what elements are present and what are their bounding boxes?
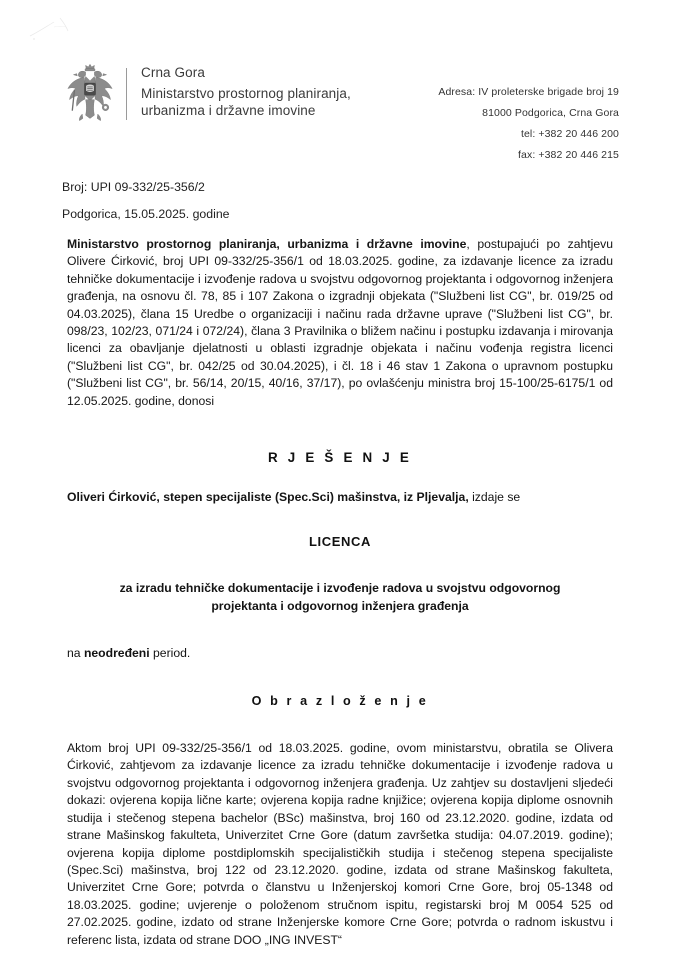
letterhead-text-block: [141, 62, 351, 119]
letterhead-address-block: [438, 82, 619, 166]
license-subject-line-2: projektanta i odgovornog inženjera građenja: [211, 599, 469, 614]
document-body: [67, 236, 613, 949]
address-street: Adresa: IV proleterske brigade broj 19: [438, 86, 619, 98]
recipient-name-bold: Oliveri Ćirković, stepen specijaliste (Spec.Sci) mašinstva, iz Pljevalja,: [67, 490, 469, 505]
license-subject-line-1: za izradu tehničke dokumentacije i izvođenje radova u svojstvu odgovornog: [119, 581, 561, 596]
explanation-paragraph: Aktom broj UPI 09-332/25-356/1 od 18.03.2025. godine, ovom ministarstvu, obratila se Olivera Ćirković, zahtjevom za izdavanje licence za izradu tehničke dokumentacije i izvođenje radova u svojstvu odgovornog projektanta i odgovornog inženjera građenja. Uz zahtjev su dostavljeni sljedeći dokazi: ovjerena kopija lične karte; ovjerena kopija radne knjižice; ovjerena kopija diplome osnovnih studija i stečenog stepena bachelor (BSc) mašinstva, broj 160 od 23.12.2020. godine, izdata od strane Mašinskog fakulteta, Univerzitet Crne Gore (datum završetka studija: 04.07.2019. godine); ovjerena kopija diplome postdiplomskih specijalističkih studija i stečenog stepena specijaliste (Spec.Sci) mašinstva, broj 122 od 23.12.2020. godine, izdata od strane Mašinskog fakulteta, Univerzitet Crne Gore; potvrda o članstvu u Inženjerskoj komori Crne Gore, broj 05-1348 od 18.03.2025. godine; uvjerenje o položenom stručnom ispitu, registarski broj M 0054 525 od 27.02.2025. godine, izdato od strane Inženjerske komore Crne Gore; potvrda o radnom iskustvu i referenc lista, izdata od strane DOO „ING INVEST“: [67, 741, 613, 947]
period-prefix: na: [67, 646, 84, 661]
recipient-line: [67, 489, 613, 506]
reference-number: Broj: UPI 09-332/25-356/2: [62, 180, 205, 194]
letterhead-country: Crna Gora: [141, 65, 205, 80]
address-telephone: tel: +382 20 446 200: [520, 128, 619, 140]
address-fax: fax: +382 20 446 215: [518, 149, 619, 161]
validity-period-line: [67, 645, 613, 662]
license-heading: LICENCA: [309, 534, 371, 550]
period-suffix: period.: [149, 646, 191, 661]
reference-block: [62, 174, 230, 228]
period-value-bold: neodređeni: [83, 646, 150, 661]
license-subject: [67, 579, 613, 615]
montenegro-coat-of-arms-icon: [62, 62, 118, 124]
letterhead-identity: [62, 62, 351, 124]
letterhead-divider: [126, 68, 127, 120]
preamble-rest: , postupajući po zahtjevu Olivere Ćirković, broj UPI 09-332/25-356/1 od 18.03.2025. godine, za izdavanje licence za izradu tehničke dokumentacije i izvođenje radova u svojstvu odgovornog projektanta i odgovornog inženjera građenja, na osnovu čl. 78, 85 i 107 Zakona o izgradnji objekata ("Službeni list CG", br. 019/25 od 04.03.2025), člana 15 Uredbe o organizaciji i načinu rada državne uprave ("Službeni list CG", br. 098/23, 102/23, 071/24 i 072/24), člana 3 Pravilnika o bližem načinu i postupku izdavanja i mirovanja licenci za obavljanje djelatnosti u oblasti izgradnje objekata i načinu vođenja registra licenci ("Službeni list CG", br. 042/25 od 30.04.2025), i čl. 18 i 46 stav 1 Zakona o upravnom postupku ("Službeni list CG", br. 56/14, 20/15, 40/16, 37/17), po ovlašćenju ministra broj 15-100/25-6175/1 od 12.05.2025. godine, donosi: [67, 237, 614, 408]
decision-heading: R J E Š E N J E: [267, 450, 412, 466]
letterhead: [0, 58, 679, 168]
letterhead-ministry-line-2: urbanizma i državne imovine: [141, 103, 316, 118]
preamble-paragraph: [67, 236, 613, 410]
preamble-ministry-bold: Ministarstvo prostornog planiranja, urbanizma i državne imovine: [67, 237, 467, 251]
recipient-tail: izdaje se: [468, 490, 521, 505]
scan-artifact: [24, 14, 94, 48]
reference-place-date: Podgorica, 15.05.2025. godine: [62, 207, 230, 221]
address-city: 81000 Podgorica, Crna Gora: [482, 107, 619, 119]
explanation-heading: O b r a z l o ž e n j e: [251, 694, 429, 709]
letterhead-ministry-line-1: Ministarstvo prostornog planiranja,: [141, 86, 351, 101]
